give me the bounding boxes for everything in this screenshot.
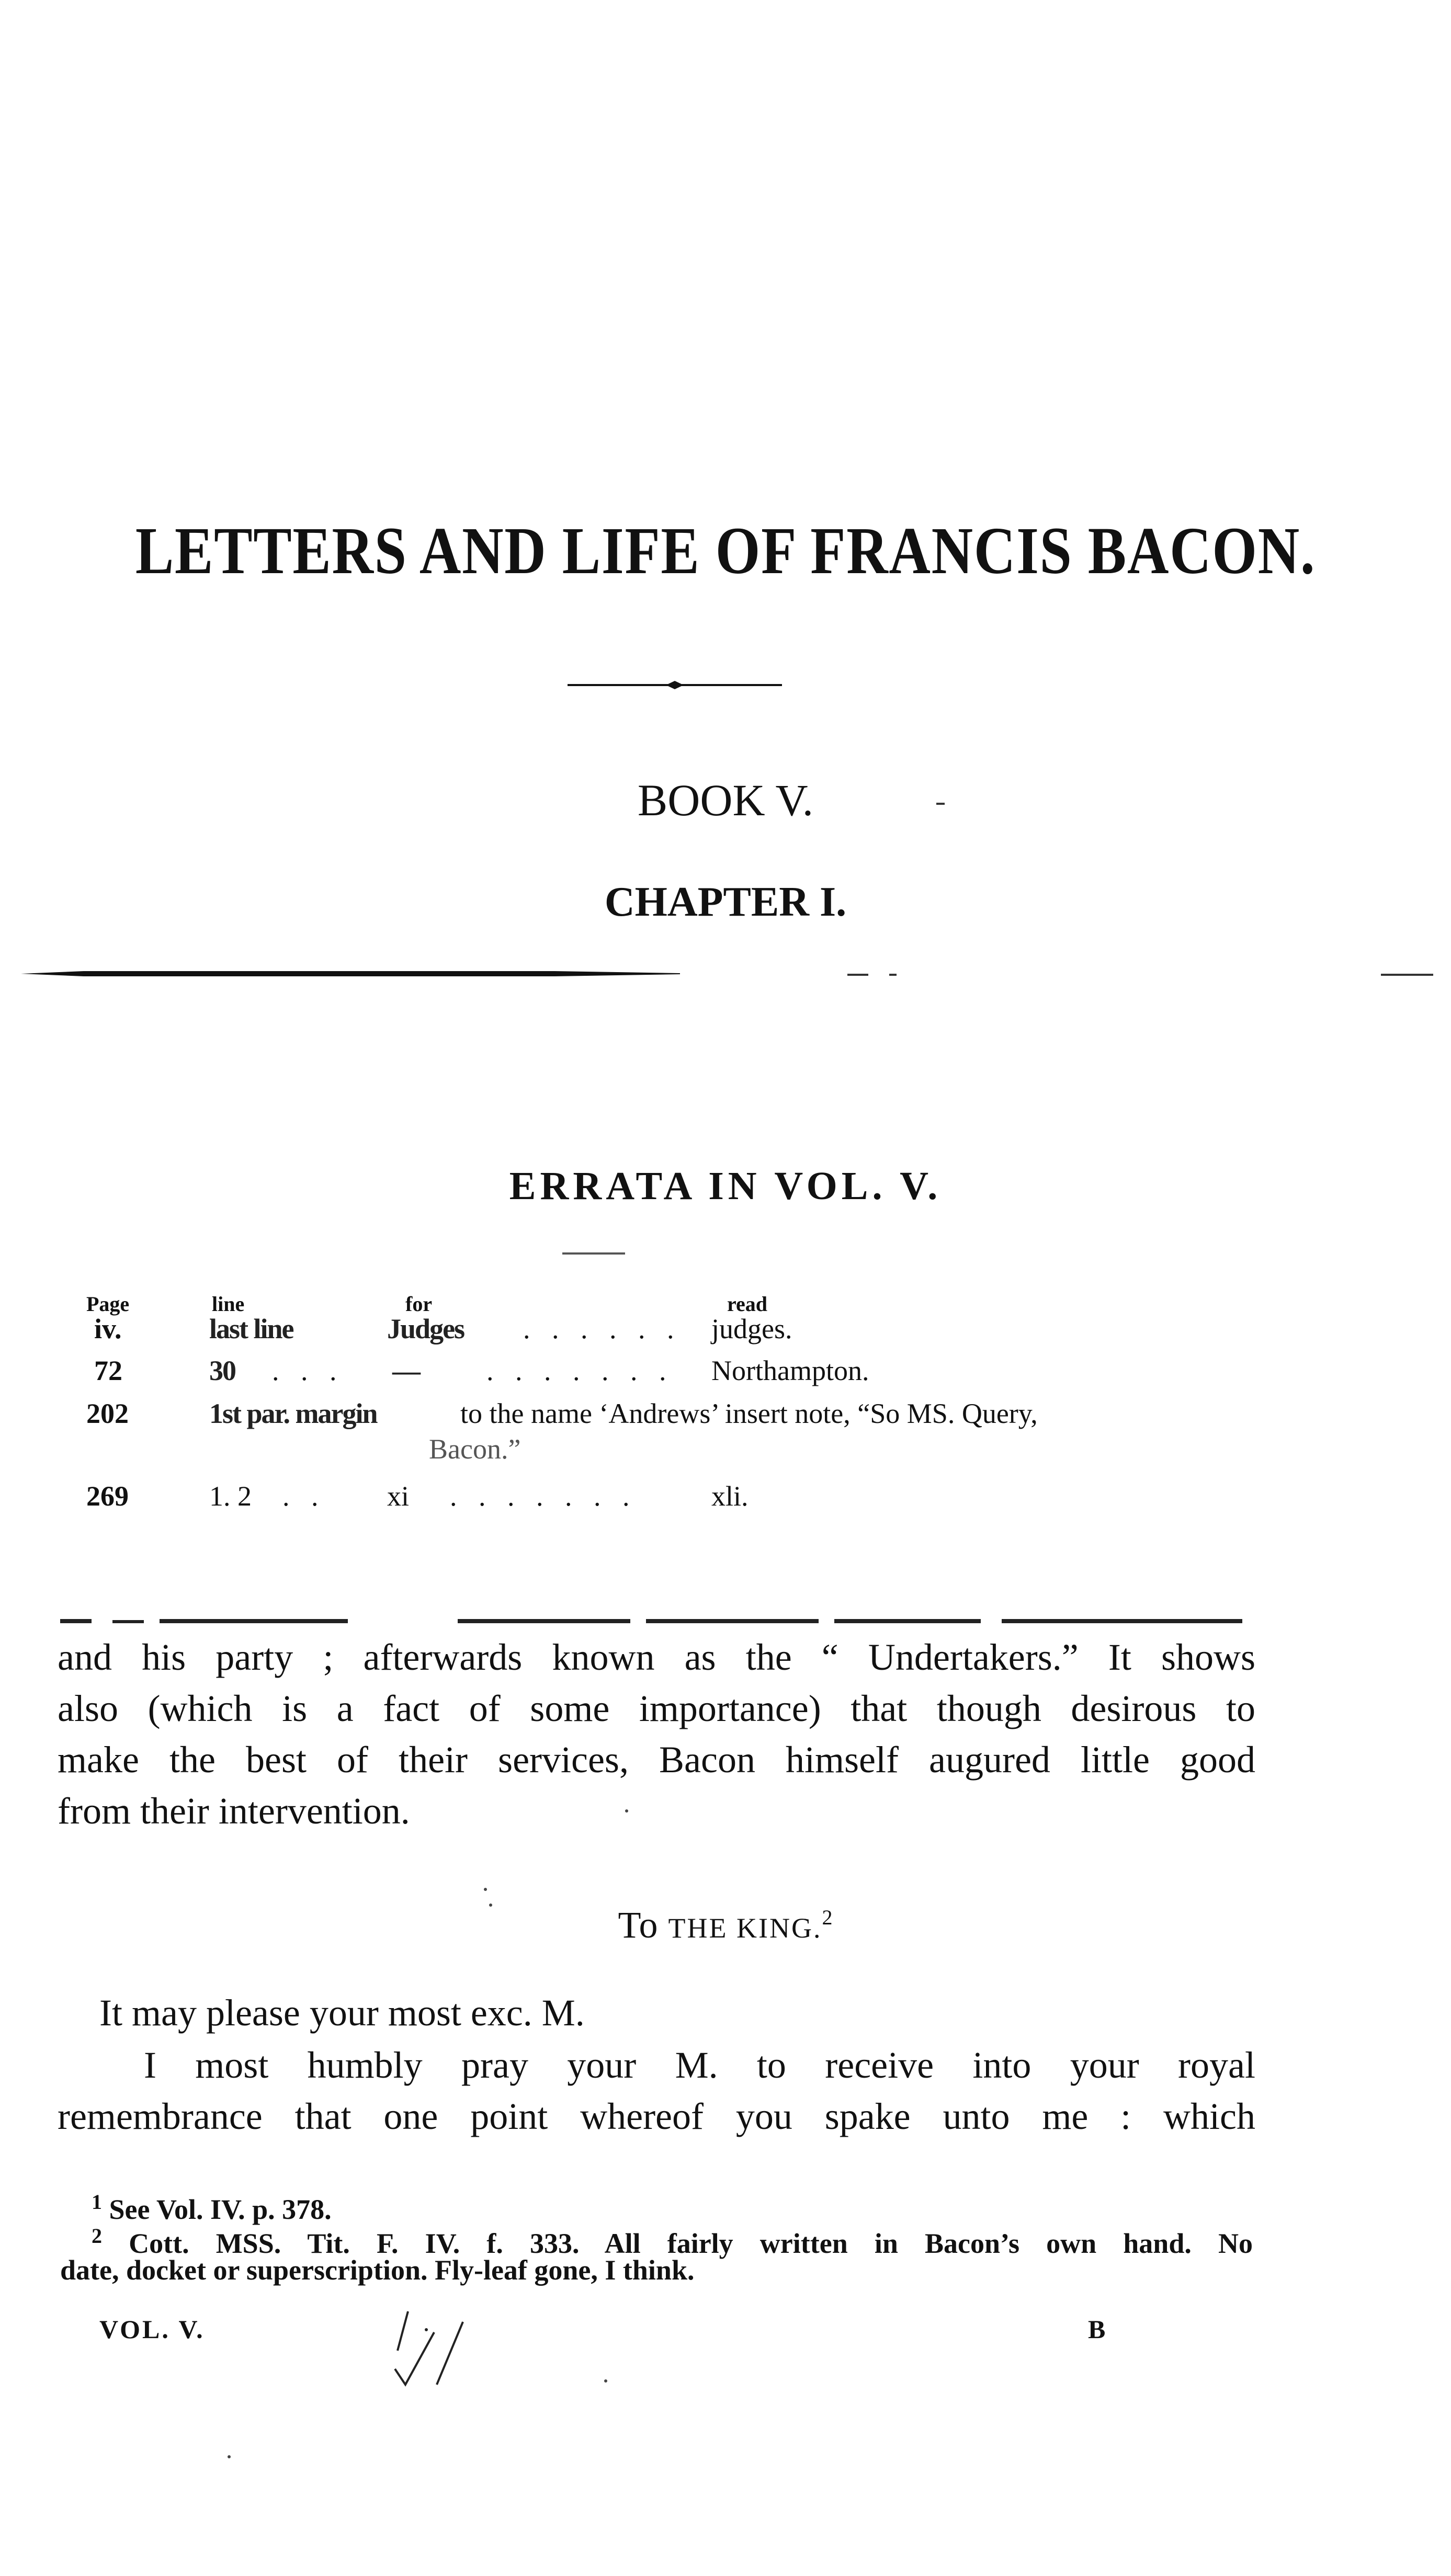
letter-heading-recipient: THE KING. (668, 1912, 822, 1944)
ornament-rule (568, 680, 782, 690)
book-heading: BOOK V. (637, 775, 814, 825)
errata-title: ERRATA IN VOL. V. (509, 1164, 942, 1208)
errata-leader: . . . . . . (523, 1313, 682, 1344)
ink-speck (604, 2379, 607, 2383)
errata-row-line: 1st par. margin (209, 1398, 377, 1429)
rule-fragment (1381, 974, 1433, 976)
errata-col-line: line (212, 1292, 245, 1316)
errata-row-page: 202 (86, 1398, 129, 1429)
body-line: and his party ; afterwards known as the “ Undertakers.” It shows (58, 1636, 1255, 1678)
errata-col-for: for (405, 1292, 433, 1316)
volume-signature: VOL. V. (99, 2315, 205, 2344)
errata-row-note: to the name ‘Andrews’ insert note, “So MS. Query, (460, 1398, 1038, 1429)
body-line: make the best of their services, Bacon himself augured little good (58, 1739, 1255, 1781)
errata-row-line: 30 (209, 1355, 235, 1386)
body-line: I most humbly pray your M. to receive into your royal (144, 2044, 1255, 2086)
ink-speck (625, 1809, 628, 1813)
errata-row-read: xli. (711, 1480, 749, 1512)
rule-fragment (847, 974, 868, 976)
footnote-text: See Vol. IV. p. 378. (109, 2194, 332, 2225)
ink-speck (484, 1888, 487, 1891)
errata-col-read: read (727, 1292, 768, 1316)
footnote-2-cont: date, docket or superscription. Fly-leaf gone, I think. (60, 2254, 695, 2286)
errata-row-note-cont: Bacon.” (429, 1433, 521, 1465)
footnote-ref: 2 (822, 1906, 833, 1929)
errata-row-for: — (392, 1355, 420, 1386)
letter-heading-lead: To (618, 1904, 668, 1946)
errata-leader: . . . . . . . (450, 1480, 637, 1512)
footnote-text: Cott. MSS. Tit. F. IV. f. 333. All fairly written in Bacon’s own hand. No (129, 2228, 1253, 2259)
ink-speck (228, 2455, 231, 2458)
handwritten-mark (387, 2301, 481, 2395)
errata-row-page: 72 (94, 1355, 122, 1386)
body-line: from their intervention. (58, 1790, 410, 1832)
errata-row-page: 269 (86, 1480, 129, 1512)
errata-col-page: Page (86, 1292, 130, 1316)
chapter-heading: CHAPTER I. (604, 879, 847, 925)
cut-off-text-line (60, 1616, 1242, 1625)
footnote-mark: 1 (92, 2190, 102, 2214)
errata-row-line: 1. 2 (209, 1480, 252, 1512)
body-line: also (which is a fact of some importance) that though desirous to (58, 1688, 1255, 1729)
errata-row-page: iv. (94, 1313, 122, 1344)
rule-fragment (889, 974, 897, 976)
errata-row-for: Judges (387, 1313, 464, 1344)
footnote-mark: 2 (92, 2224, 102, 2248)
body-line: remembrance that one point whereof you spake unto me : which (58, 2095, 1255, 2137)
salutation: It may please your most exc. M. (99, 1992, 585, 2034)
errata-leader: . . . . . . . (486, 1355, 674, 1386)
stray-mark (936, 803, 945, 805)
chapter-rule (21, 970, 680, 977)
errata-row-for: xi (387, 1480, 410, 1512)
letter-heading (0, 1903, 1451, 1947)
errata-leader: . . . (272, 1355, 344, 1386)
page-title: LETTERS AND LIFE OF FRANCIS BACON. (135, 514, 1316, 588)
gathering-signature: B (1088, 2315, 1106, 2344)
errata-row-read: judges. (711, 1313, 792, 1344)
errata-divider (562, 1252, 625, 1255)
errata-leader: . . (282, 1480, 326, 1512)
errata-row-line: last line (209, 1313, 293, 1344)
errata-row-read: Northampton. (711, 1355, 869, 1386)
